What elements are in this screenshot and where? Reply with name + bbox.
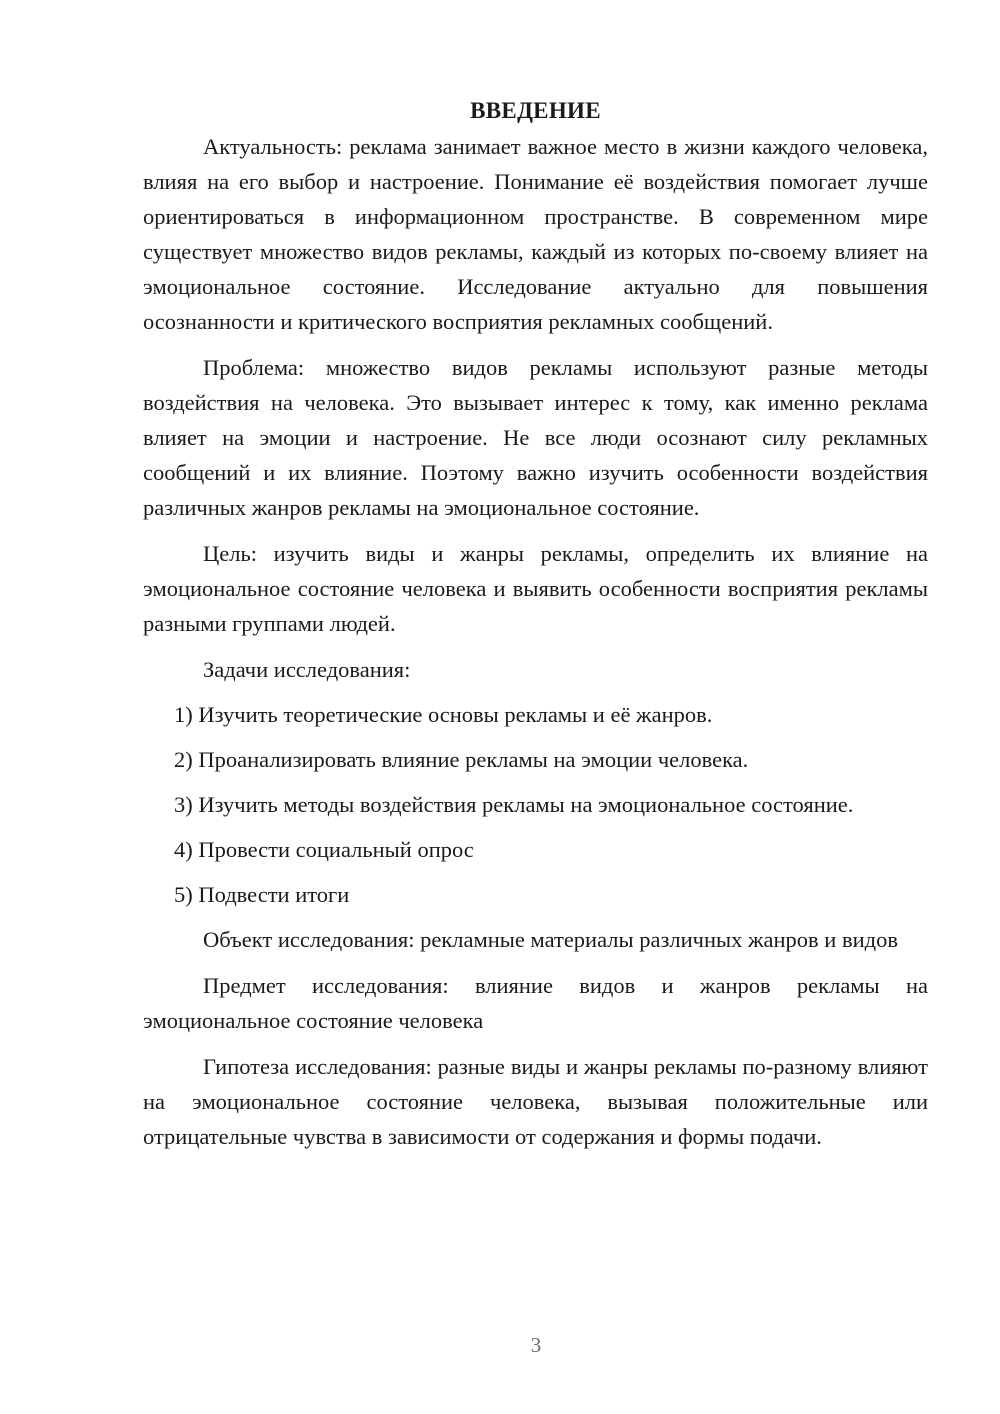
task-item: 5) Подвести итоги — [174, 882, 350, 907]
object-paragraph: Объект исследования: рекламные материалы различных жанров и видов — [203, 927, 898, 952]
page-number: 3 — [530, 1333, 542, 1357]
task-item: 4) Провести социальный опрос — [174, 837, 474, 862]
task-item: 3) Изучить методы воздействия рекламы на эмоциональное состояние. — [174, 792, 854, 817]
relevance-paragraph: Актуальность: реклама занимает важное место в жизни каждого человека, влияя на его выбор и настроение. Понимание её воздействия помогает лучше ориентироваться в информационном пространстве. В современном мире существует множество видов рекламы, каждый из которых по-своему влияет на эмоциональное состояние. Исследование актуально для повышения осознанности и критического восприятия рекламных сообщений. — [143, 134, 928, 334]
task-item: 1) Изучить теоретические основы рекламы и её жанров. — [174, 702, 713, 727]
hypothesis-paragraph: Гипотеза исследования: разные виды и жанры рекламы по-разному влияют на эмоциональное состояние человека, вызывая положительные или отрицательные чувства в зависимости от содержания и формы подачи. — [143, 1054, 928, 1149]
tasks-list — [143, 697, 928, 912]
document-title: ВВЕДЕНИЕ — [470, 98, 601, 123]
goal-paragraph: Цель: изучить виды и жанры рекламы, определить их влияние на эмоциональное состояние человека и выявить особенности восприятия рекламы разными группами людей. — [143, 541, 928, 636]
tasks-heading: Задачи исследования: — [203, 657, 411, 682]
document-page — [143, 96, 928, 1154]
task-item: 2) Проанализировать влияние рекламы на эмоции человека. — [174, 747, 749, 772]
problem-paragraph: Проблема: множество видов рекламы используют разные методы воздействия на человека. Это вызывает интерес к тому, как именно реклама влияет на эмоции и настроение. Не все люди осознают силу рекламных сообщений и их влияние. Поэтому важно изучить особенности воздействия различных жанров рекламы на эмоциональное состояние. — [143, 355, 928, 520]
subject-paragraph: Предмет исследования: влияние видов и жанров рекламы на эмоциональное состояние человека — [143, 973, 928, 1033]
